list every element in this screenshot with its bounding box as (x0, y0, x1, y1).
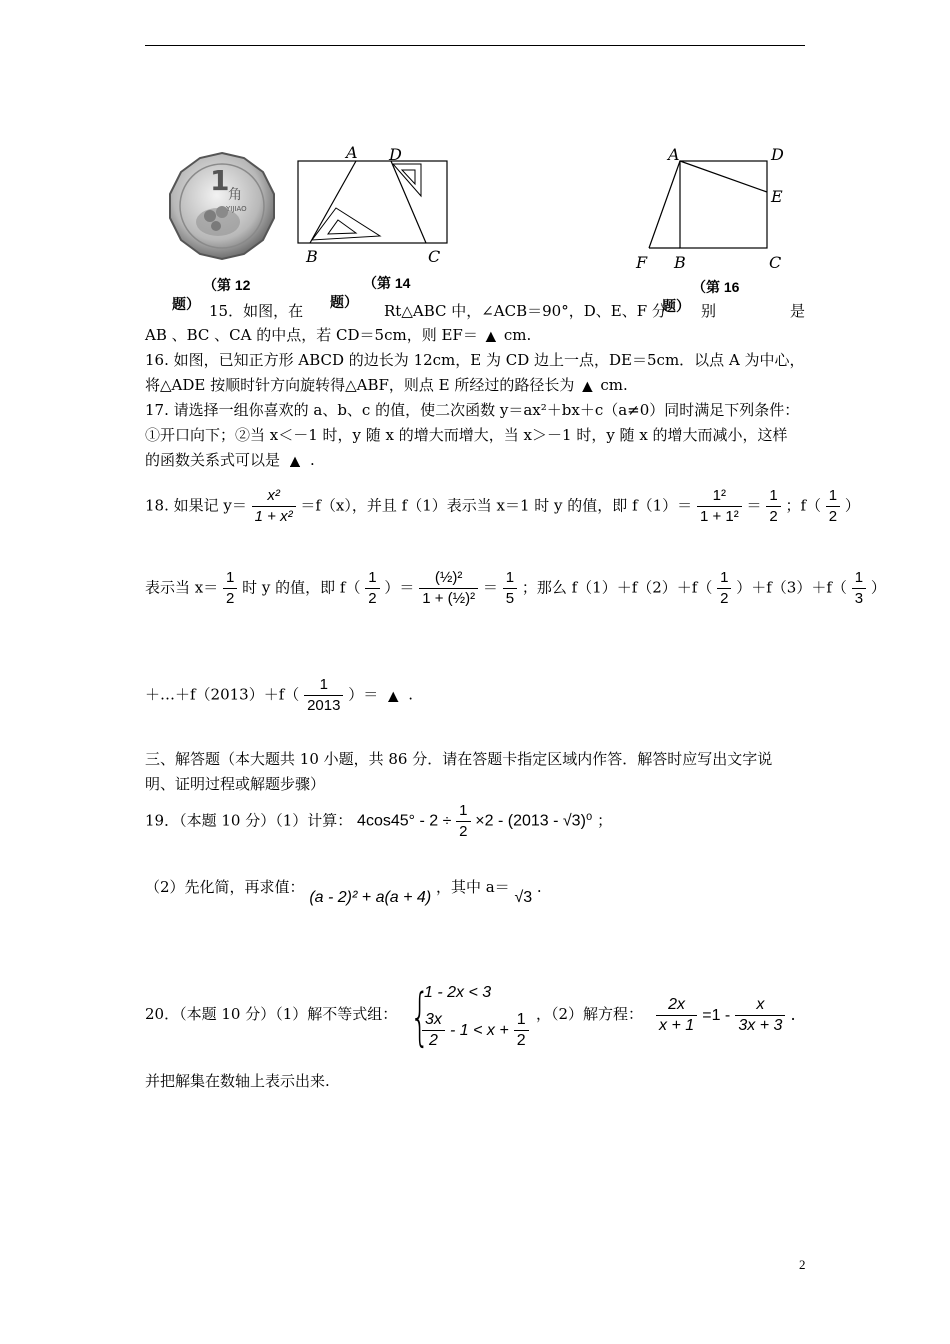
q18-frac-half-d (365, 568, 379, 609)
coin-char: 角 (228, 187, 242, 203)
q18-third-num: 1 (852, 568, 866, 589)
figure-14-diagram (296, 158, 450, 246)
q20-eq-frac1 (656, 995, 697, 1036)
q18-frac-half-a (766, 486, 780, 527)
q18-2013-num: 1 (304, 675, 343, 696)
q17-line3 (145, 449, 315, 473)
q18-half-a-den: 2 (769, 508, 778, 525)
fig14-label-c: C (428, 247, 441, 266)
q17-answer-blank: ▲ (290, 454, 301, 469)
q18-frac-third (852, 568, 866, 609)
q20-ineq2-frac (422, 1010, 445, 1051)
q18-frac-2013 (304, 675, 343, 716)
q19-line1 (145, 801, 612, 842)
q15-line2-text: AB 、BC 、CA 的中点，若 CD＝5cm，则 EF＝ (145, 326, 478, 344)
q15-unit: cm. (503, 326, 532, 344)
q18-line2-a: 表示当 x＝ (145, 578, 219, 597)
q20-equation (656, 995, 796, 1036)
caption-12-line2: 题） (172, 296, 200, 312)
q19-line2-b: ，其中 a＝ (435, 878, 510, 896)
q18-close-b: ） (870, 578, 886, 597)
page-number: 2 (799, 1257, 806, 1272)
q16-line2-text: 将△ADE 按顺时针方向旋转得△ABF，则点 E 所经过的路径长为 (145, 376, 575, 394)
q18-half-e-den: 2 (720, 590, 729, 607)
q19-line2 (145, 876, 542, 906)
fig16-label-a: A (668, 145, 680, 164)
q18-frac-half-e (717, 568, 731, 609)
q18-frac-x2-den: 1 + x² (254, 508, 293, 525)
q19-expr2: (a - 2)² + a(a + 4) (309, 889, 432, 906)
q20-brace: { (410, 980, 430, 1053)
q18-line1-b: ＝f（x），并且 f（1）表示当 x＝1 时 y 的值，即 f（1）＝ (300, 496, 693, 515)
section3-heading-line1: 三、解答题（本大题共 10 小题，共 86 分．请在答题卡指定区域内作答．解答时应写出文字说 (145, 750, 773, 768)
q18-third-den: 3 (854, 590, 864, 607)
q18-line2-c: ）＝ (384, 578, 415, 597)
q18-half-e-num: 1 (717, 568, 731, 589)
fig14-label-d: D (389, 145, 402, 164)
q18-line3-b: ）＝ (348, 685, 379, 704)
q18-line3 (145, 675, 413, 716)
q18-line3-a: ＋…＋f（2013）＋f（ (145, 685, 300, 704)
q20-eq-mid: =1 - (702, 1007, 731, 1024)
q18-frac-x2-num: x² (252, 486, 296, 507)
fig14-label-b: B (306, 247, 318, 266)
q20-ineq2-half-den: 2 (516, 1032, 526, 1049)
q19-half-num: 1 (456, 801, 470, 822)
q18-line2-e: ）＋f（3）＋f（ (736, 578, 847, 597)
q18-fifth-den: 5 (505, 590, 515, 607)
q18-2013-den: 2013 (307, 697, 341, 714)
q20-eq-den1: x + 1 (659, 1017, 695, 1034)
q17-line3-text: 的函数关系式可以是 (145, 451, 281, 469)
q17-dot: . (310, 451, 315, 469)
q18-eq-b: ＝ (482, 578, 498, 597)
fig16-label-d: D (771, 145, 784, 164)
q18-close-a: ） (844, 496, 860, 515)
fig16-label-c: C (769, 253, 782, 272)
q18-half-c-den: 2 (226, 590, 235, 607)
q18-fifth-num: 1 (503, 568, 517, 589)
q18-frac-x2 (252, 486, 296, 527)
q20-ineq2-half-num: 1 (514, 1010, 529, 1031)
q18-half-a-num: 1 (766, 486, 780, 507)
q16-answer-blank: ▲ (582, 379, 593, 394)
fig16-label-e: E (771, 187, 783, 206)
q19-line1-text: 19．（本题 10 分）（1）计算： (145, 811, 353, 830)
q18-line1-a: 18. 如果记 y＝ (145, 496, 247, 515)
q20-eq-den2: 3x + 3 (738, 1017, 783, 1034)
q18-half-sq-num: (½)² (419, 568, 478, 589)
q20-line1-text: 20．（本题 10 分）（1）解不等式组： (145, 1005, 398, 1023)
q15-line1-d: 是 (790, 302, 806, 320)
coin-image (166, 150, 278, 262)
q20-line2: 并把解集在数轴上表示出来. (145, 1072, 330, 1090)
q20-eq-num2: x (735, 995, 785, 1016)
q20-dot: . (790, 1005, 796, 1024)
q17-line1: 17. 请选择一组你喜欢的 a、b、c 的值，使二次函数 y＝ax²＋bx＋c（a≠0）同时满足下列条件： (145, 401, 800, 419)
q18-half-d-num: 1 (365, 568, 379, 589)
q18-half-b-num: 1 (826, 486, 840, 507)
q18-dot: . (408, 685, 414, 704)
fig16-label-b: B (674, 253, 686, 272)
q16-unit: cm. (600, 376, 628, 394)
q18-semi-f: ；f（ (785, 496, 821, 515)
header-rule (145, 45, 805, 46)
q17-line2: ①开口向下；②当 x＜－1 时，y 随 x 的增大而增大，当 x＞－1 时，y 随 x 的增大而减小，这样 (145, 426, 788, 444)
q18-line2-d: ；那么 f（1）＋f（2）＋f（ (521, 578, 713, 597)
section3-heading-line2: 明、证明过程或解题步骤） (145, 775, 326, 793)
caption-16-line1: （第 16 (692, 279, 740, 295)
q19-line2-text: （2）先化简，再求值： (145, 878, 305, 896)
q19-expr-a: 4cos45° - 2 ÷ (357, 812, 452, 830)
caption-12-line1: （第 12 (203, 277, 251, 293)
q18-half-b-den: 2 (828, 508, 838, 525)
q15-line1-c: 别 (701, 302, 717, 320)
q18-frac-half-sq (419, 568, 478, 609)
q19-half-den: 2 (459, 823, 468, 840)
figure-16-diagram (645, 157, 770, 250)
q15-line1-b: Rt△ABC 中，∠ACB＝90°，D、E、F 分 (384, 302, 667, 320)
fig14-label-a: A (346, 143, 358, 162)
q18-frac-1sq (697, 486, 742, 527)
q19-semi: ； (597, 811, 613, 830)
q18-eq: ＝ (746, 496, 762, 515)
q20-eq-num1: 2x (656, 995, 697, 1016)
q20-ineq2-den: 2 (429, 1032, 438, 1049)
q20-eq-frac2 (735, 995, 785, 1036)
q18-half-c-num: 1 (223, 568, 237, 589)
q19-expr-b: ×2 - (2013 - √3)⁰ (475, 812, 593, 830)
q20-ineq2-mid: - 1 < x + (450, 1022, 509, 1039)
q15-line1-a: 15．如图，在 (209, 302, 304, 320)
q19-dot: . (536, 878, 542, 896)
q16-line1: 16. 如图，已知正方形 ABCD 的边长为 12cm，E 为 CD 边上一点，DE＝5cm．以点 A 为中心， (145, 351, 805, 369)
q18-frac-1sq-den: 1 + 1² (699, 508, 739, 525)
q18-answer-blank: ▲ (388, 688, 399, 704)
q18-half-d-den: 2 (368, 590, 377, 607)
q19-sqrt3: √3 (514, 889, 533, 906)
q18-frac-half-c (223, 568, 237, 609)
caption-16-line2: 题） (662, 298, 690, 314)
q19-frac-half (456, 801, 470, 842)
q20-ineq2 (422, 1010, 529, 1051)
fig16-label-f: F (636, 253, 648, 272)
q18-line2 (145, 568, 886, 609)
q20-ineq2-num: 3x (422, 1010, 445, 1031)
q15-line2 (145, 324, 531, 348)
q18-frac-half-b (826, 486, 840, 527)
q18-frac-1sq-num: 1² (697, 486, 742, 507)
q18-line2-b: 时 y 的值，即 f（ (242, 578, 361, 597)
q18-half-sq-den: 1 + (½)² (422, 590, 476, 607)
q18-frac-fifth (503, 568, 517, 609)
caption-14-line2: 题） (330, 294, 358, 310)
coin-pinyin: YIJIAO (226, 205, 247, 213)
q20-ineq1: 1 - 2x < 3 (424, 984, 492, 1001)
q20-comma: ，（2）解方程： (536, 1005, 644, 1023)
coin-digit: 1 (210, 164, 230, 197)
q20-ineq2-half (514, 1010, 529, 1051)
q16-line2 (145, 374, 628, 398)
q18-line1 (145, 486, 860, 527)
q15-answer-blank: ▲ (485, 329, 496, 344)
caption-14-line1: （第 14 (363, 275, 411, 291)
